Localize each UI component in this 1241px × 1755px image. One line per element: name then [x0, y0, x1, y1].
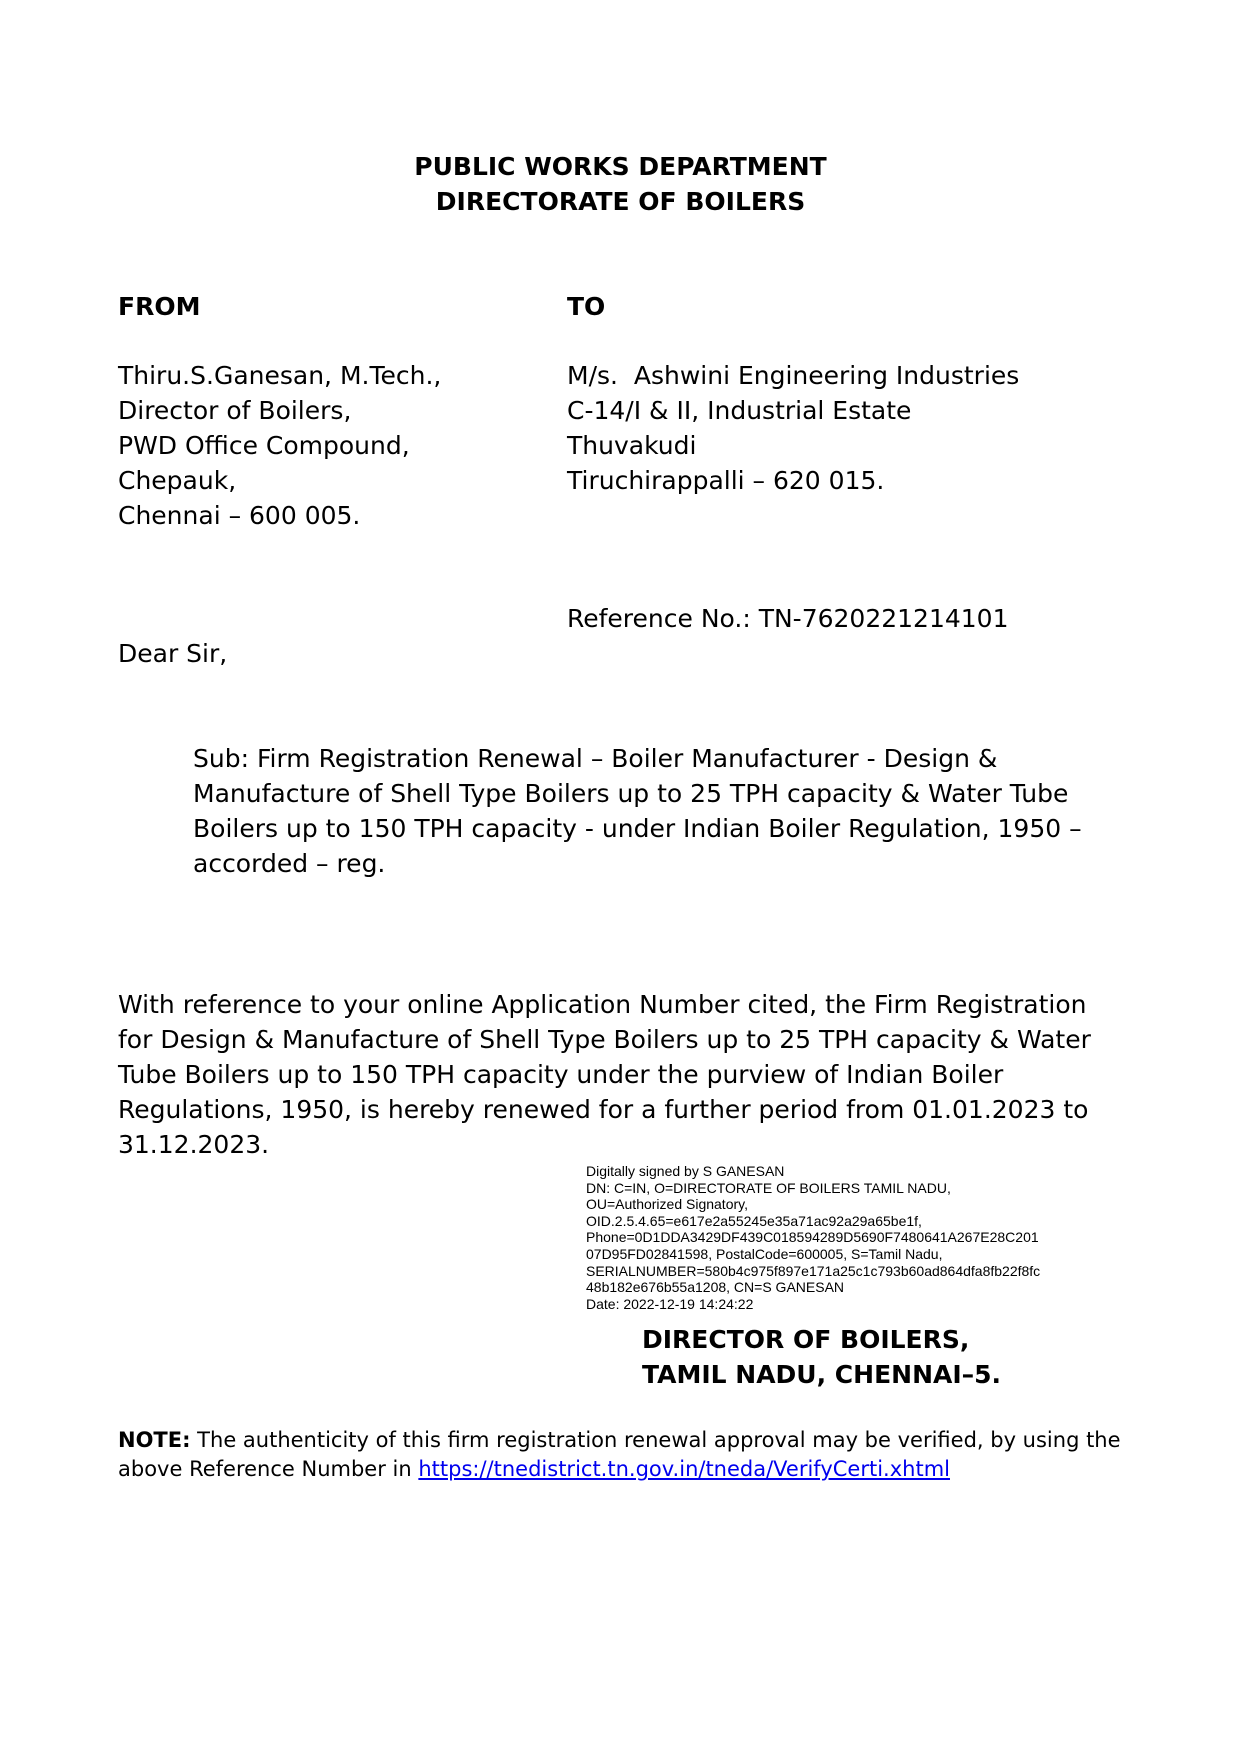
to-line: C-14/I & II, Industrial Estate [567, 396, 912, 425]
subject-line: Boilers up to 150 TPH capacity - under Indian Boiler Regulation, 1950 – [193, 814, 1082, 843]
subject-line: Sub: Firm Registration Renewal – Boiler Manufacturer - Design & [193, 744, 998, 773]
from-line: Chennai – 600 005. [118, 501, 361, 530]
body-line: 31.12.2023. [118, 1130, 270, 1159]
directorate-title: DIRECTORATE OF BOILERS [435, 187, 806, 216]
signature-line: SERIALNUMBER=580b4c975f897e171a25c1c793b60ad864dfa8fb22f8fc [586, 1262, 1041, 1279]
signature-line: OID.2.5.4.65=e617e2a55245e35a71ac92a29a65be1f, [586, 1212, 922, 1229]
from-line: Director of Boilers, [118, 396, 352, 425]
signature-line: Date: 2022-12-19 14:24:22 [586, 1295, 754, 1312]
from-line: PWD Office Compound, [118, 431, 410, 460]
signature-line: 07D95FD02841598, PostalCode=600005, S=Tamil Nadu, [586, 1245, 943, 1262]
signature-line: Phone=0D1DDA3429DF439C018594289D5690F7480641A267E28C201 [586, 1229, 1039, 1246]
body-line: Tube Boilers up to 150 TPH capacity under the purview of Indian Boiler [118, 1060, 1004, 1089]
body-line: for Design & Manufacture of Shell Type Boilers up to 25 TPH capacity & Water [118, 1025, 1091, 1054]
to-heading: TO [567, 292, 606, 321]
from-line: Chepauk, [118, 466, 237, 495]
to-line: Tiruchirappalli – 620 015. [567, 466, 885, 495]
signatory-title: DIRECTOR OF BOILERS, [642, 1325, 970, 1354]
note [118, 1426, 1198, 1484]
note-text: The authenticity of this firm registration renewal approval may be verified, by using the [190, 1428, 1121, 1452]
digital-signature [586, 1163, 1040, 1312]
body-line: With reference to your online Application Number cited, the Firm Registration [118, 990, 1087, 1019]
to-line: Thuvakudi [567, 431, 697, 460]
signature-line: DN: C=IN, O=DIRECTORATE OF BOILERS TAMIL NADU, [586, 1179, 951, 1196]
verification-link[interactable]: https://tnedistrict.tn.gov.in/tneda/VerifyCerti.xhtml [418, 1457, 950, 1481]
to-line: M/s. Ashwini Engineering Industries [567, 361, 1020, 390]
subject-line: Manufacture of Shell Type Boilers up to 25 TPH capacity & Water Tube [193, 779, 1069, 808]
body-line: Regulations, 1950, is hereby renewed for a further period from 01.01.2023 to [118, 1095, 1089, 1124]
from-line: Thiru.S.Ganesan, M.Tech., [118, 361, 442, 390]
department-title: PUBLIC WORKS DEPARTMENT [414, 152, 827, 181]
subject-line: accorded – reg. [193, 849, 386, 878]
note-text: above Reference Number in [118, 1457, 419, 1481]
salutation: Dear Sir, [118, 639, 228, 668]
signature-line: OU=Authorized Signatory, [586, 1196, 748, 1213]
reference-number: Reference No.: TN-7620221214101 [567, 604, 1009, 633]
signature-line: 48b182e676b55a1208, CN=S GANESAN [586, 1279, 845, 1296]
signatory-location: TAMIL NADU, CHENNAI–5. [642, 1360, 1002, 1389]
signature-line: Digitally signed by S GANESAN [586, 1163, 785, 1179]
note-label: NOTE: [118, 1428, 191, 1452]
from-heading: FROM [118, 292, 201, 321]
